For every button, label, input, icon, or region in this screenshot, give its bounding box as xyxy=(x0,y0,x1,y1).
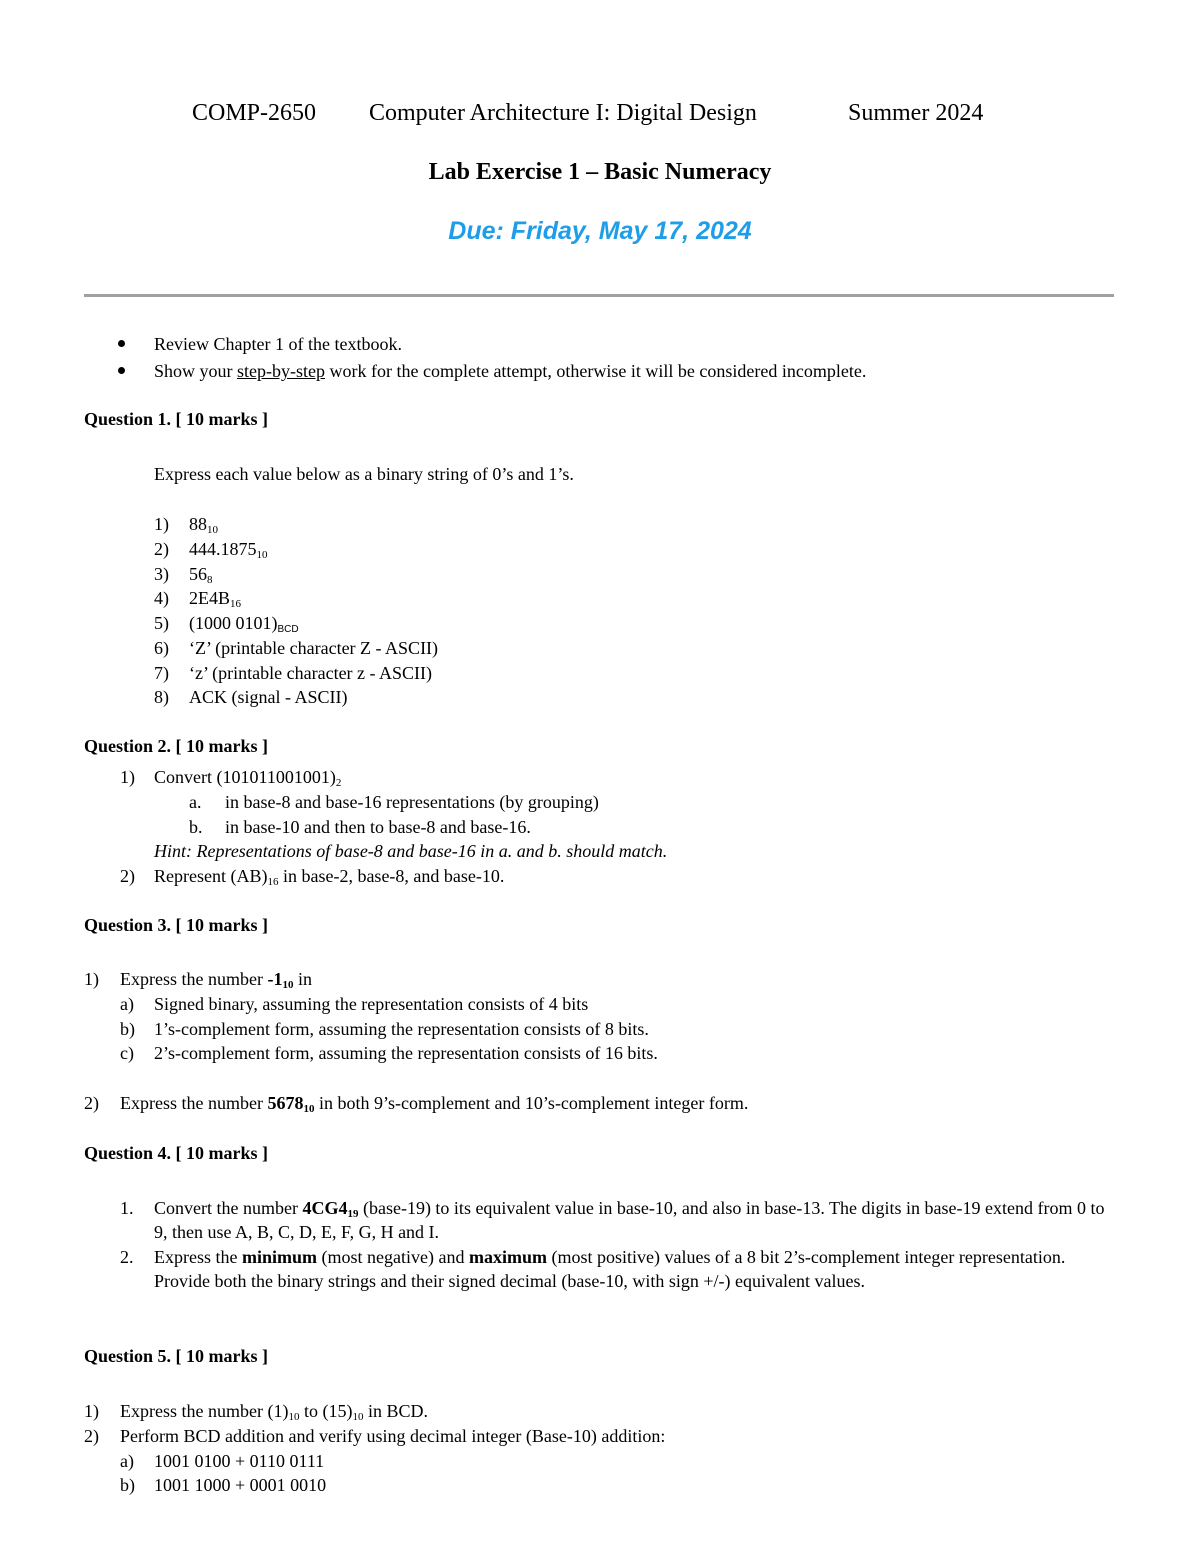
bullet-icon xyxy=(118,340,125,347)
list-item: 5) xyxy=(154,613,169,633)
q2-item-1-text: Convert $(101011001001)_2$ xyxy=(154,767,342,789)
q2-item-b-num: b. xyxy=(189,817,203,837)
q5-item-b-text: 1001 1000 + 0001 0010 xyxy=(154,1475,327,1495)
q3-item-b-text: 1’s-complement form, assuming the representation consists of 8 bits. xyxy=(154,1019,649,1039)
list-item: 6) xyxy=(154,638,169,658)
course-title: Computer Architecture I: Digital Design xyxy=(369,100,757,126)
q5-item-2-text: Perform BCD addition and verify using decimal integer (Base-10) addition: xyxy=(120,1426,666,1446)
step-by-step-text: step-by-step xyxy=(237,361,325,381)
q3-item-c-text: 2’s-complement form, assuming the representation consists of 16 bits. xyxy=(154,1043,658,1063)
q2-item-a-text: in base-8 and base-16 representations (by grouping) xyxy=(225,792,599,812)
q4-item-2-num: 2. xyxy=(120,1247,134,1267)
lab-title: Lab Exercise 1 – Basic Numeracy xyxy=(428,159,772,185)
q2-item-1-num: 1) xyxy=(120,767,135,787)
list-item: 1) xyxy=(154,514,169,534)
question-5-heading: Question 5. [ 10 marks ] xyxy=(84,1346,268,1366)
q5-item-a-text: 1001 0100 + 0110 0111 xyxy=(154,1451,325,1471)
q1-item-6-text: ‘Z’ (printable character Z - ASCII) xyxy=(189,638,439,658)
list-item: 7) xyxy=(154,663,169,683)
q3-item-1-num: 1) xyxy=(84,969,99,989)
q2-item-a-num: a. xyxy=(189,792,202,812)
q3-item-c-num: c) xyxy=(120,1043,134,1063)
divider xyxy=(84,294,1114,297)
q4-item-1-text: Convert the number $4CG4_{19}$ (base-19) to its equivalent value in base-10, and also in base-13. The digits in base-19 extend from 0 to 9, then use A, B, C, D, E, F, G, H and I. xyxy=(154,1198,1105,1242)
q1-item-4-text: $2E4B_{16}$ xyxy=(189,588,242,610)
q1-item-2-text: $444.1875_{10}$ xyxy=(189,539,268,561)
q1-item-5-text: (1000 $0101)_{BCD}$ xyxy=(189,613,299,635)
q4-item-1-num: 1. xyxy=(120,1198,134,1218)
q3-item-a-num: a) xyxy=(120,994,134,1014)
list-item: 2) xyxy=(154,539,169,559)
question-2-heading: Question 2. [ 10 marks ] xyxy=(84,736,268,756)
q3-item-1-text: Express the number $-1_{10}$ in xyxy=(120,969,312,991)
q2-item-b-text: in base-10 and then to base-8 and base-16. xyxy=(225,817,531,837)
q5-item-a-num: a) xyxy=(120,1451,134,1471)
q2-item-2-num: 2) xyxy=(120,866,135,886)
q3-item-2-num: 2) xyxy=(84,1093,99,1113)
q1-item-3-text: $56_8$ xyxy=(189,564,213,586)
q2-hint: Hint: Representations of base-8 and base-16 in a. and b. should match. xyxy=(154,841,668,861)
question-1-heading: Question 1. [ 10 marks ] xyxy=(84,409,268,429)
list-item: 8) xyxy=(154,687,169,707)
list-item: 3) xyxy=(154,564,169,584)
q1-item-7-text: ‘z’ (printable character z - ASCII) xyxy=(189,663,433,683)
q2-item-2-text: Represent $(AB)_{16}$ in base-2, base-8, and base-10. xyxy=(154,866,505,888)
q4-item-2-text: Express the minimum (most negative) and maximum (most positive) values of a 8 bit 2’s-complement integer representation. Provide both the binary strings and their signed decimal (base-10, with sign +/-) equivalent values. xyxy=(154,1247,1066,1291)
q3-item-b-num: b) xyxy=(120,1019,135,1039)
q5-item-1-num: 1) xyxy=(84,1401,99,1421)
due-date: Due: Friday, May 17, 2024 xyxy=(448,217,752,245)
list-item: 4) xyxy=(154,588,169,608)
q1-item-1-text: $88_{10}$ xyxy=(189,514,218,536)
q5-item-2-num: 2) xyxy=(84,1426,99,1446)
question-1-intro: Express each value below as a binary string of 0’s and 1’s. xyxy=(154,464,574,484)
question-4-heading: Question 4. [ 10 marks ] xyxy=(84,1143,268,1163)
question-3-heading: Question 3. [ 10 marks ] xyxy=(84,915,268,935)
q1-item-8-text: ACK (signal - ASCII) xyxy=(189,687,348,707)
bullet-review: Review Chapter 1 of the textbook. xyxy=(154,334,402,354)
q3-item-a-text: Signed binary, assuming the representation consists of 4 bits xyxy=(154,994,589,1014)
course-code: COMP-2650 xyxy=(192,100,317,126)
q5-item-1-text: Express the number $(1)_{10}$ to $(15)_{10}$ in BCD. xyxy=(120,1401,428,1423)
q5-item-b-num: b) xyxy=(120,1475,135,1495)
q3-item-2-text: Express the number $5678_{10}$ in both 9’s-complement and 10’s-complement integer form. xyxy=(120,1093,749,1115)
bullet-icon xyxy=(118,367,125,374)
term: Summer 2024 xyxy=(848,100,984,126)
bullet-show-work: Show your step-by-step work for the complete attempt, otherwise it will be considered incomplete. xyxy=(154,361,867,381)
